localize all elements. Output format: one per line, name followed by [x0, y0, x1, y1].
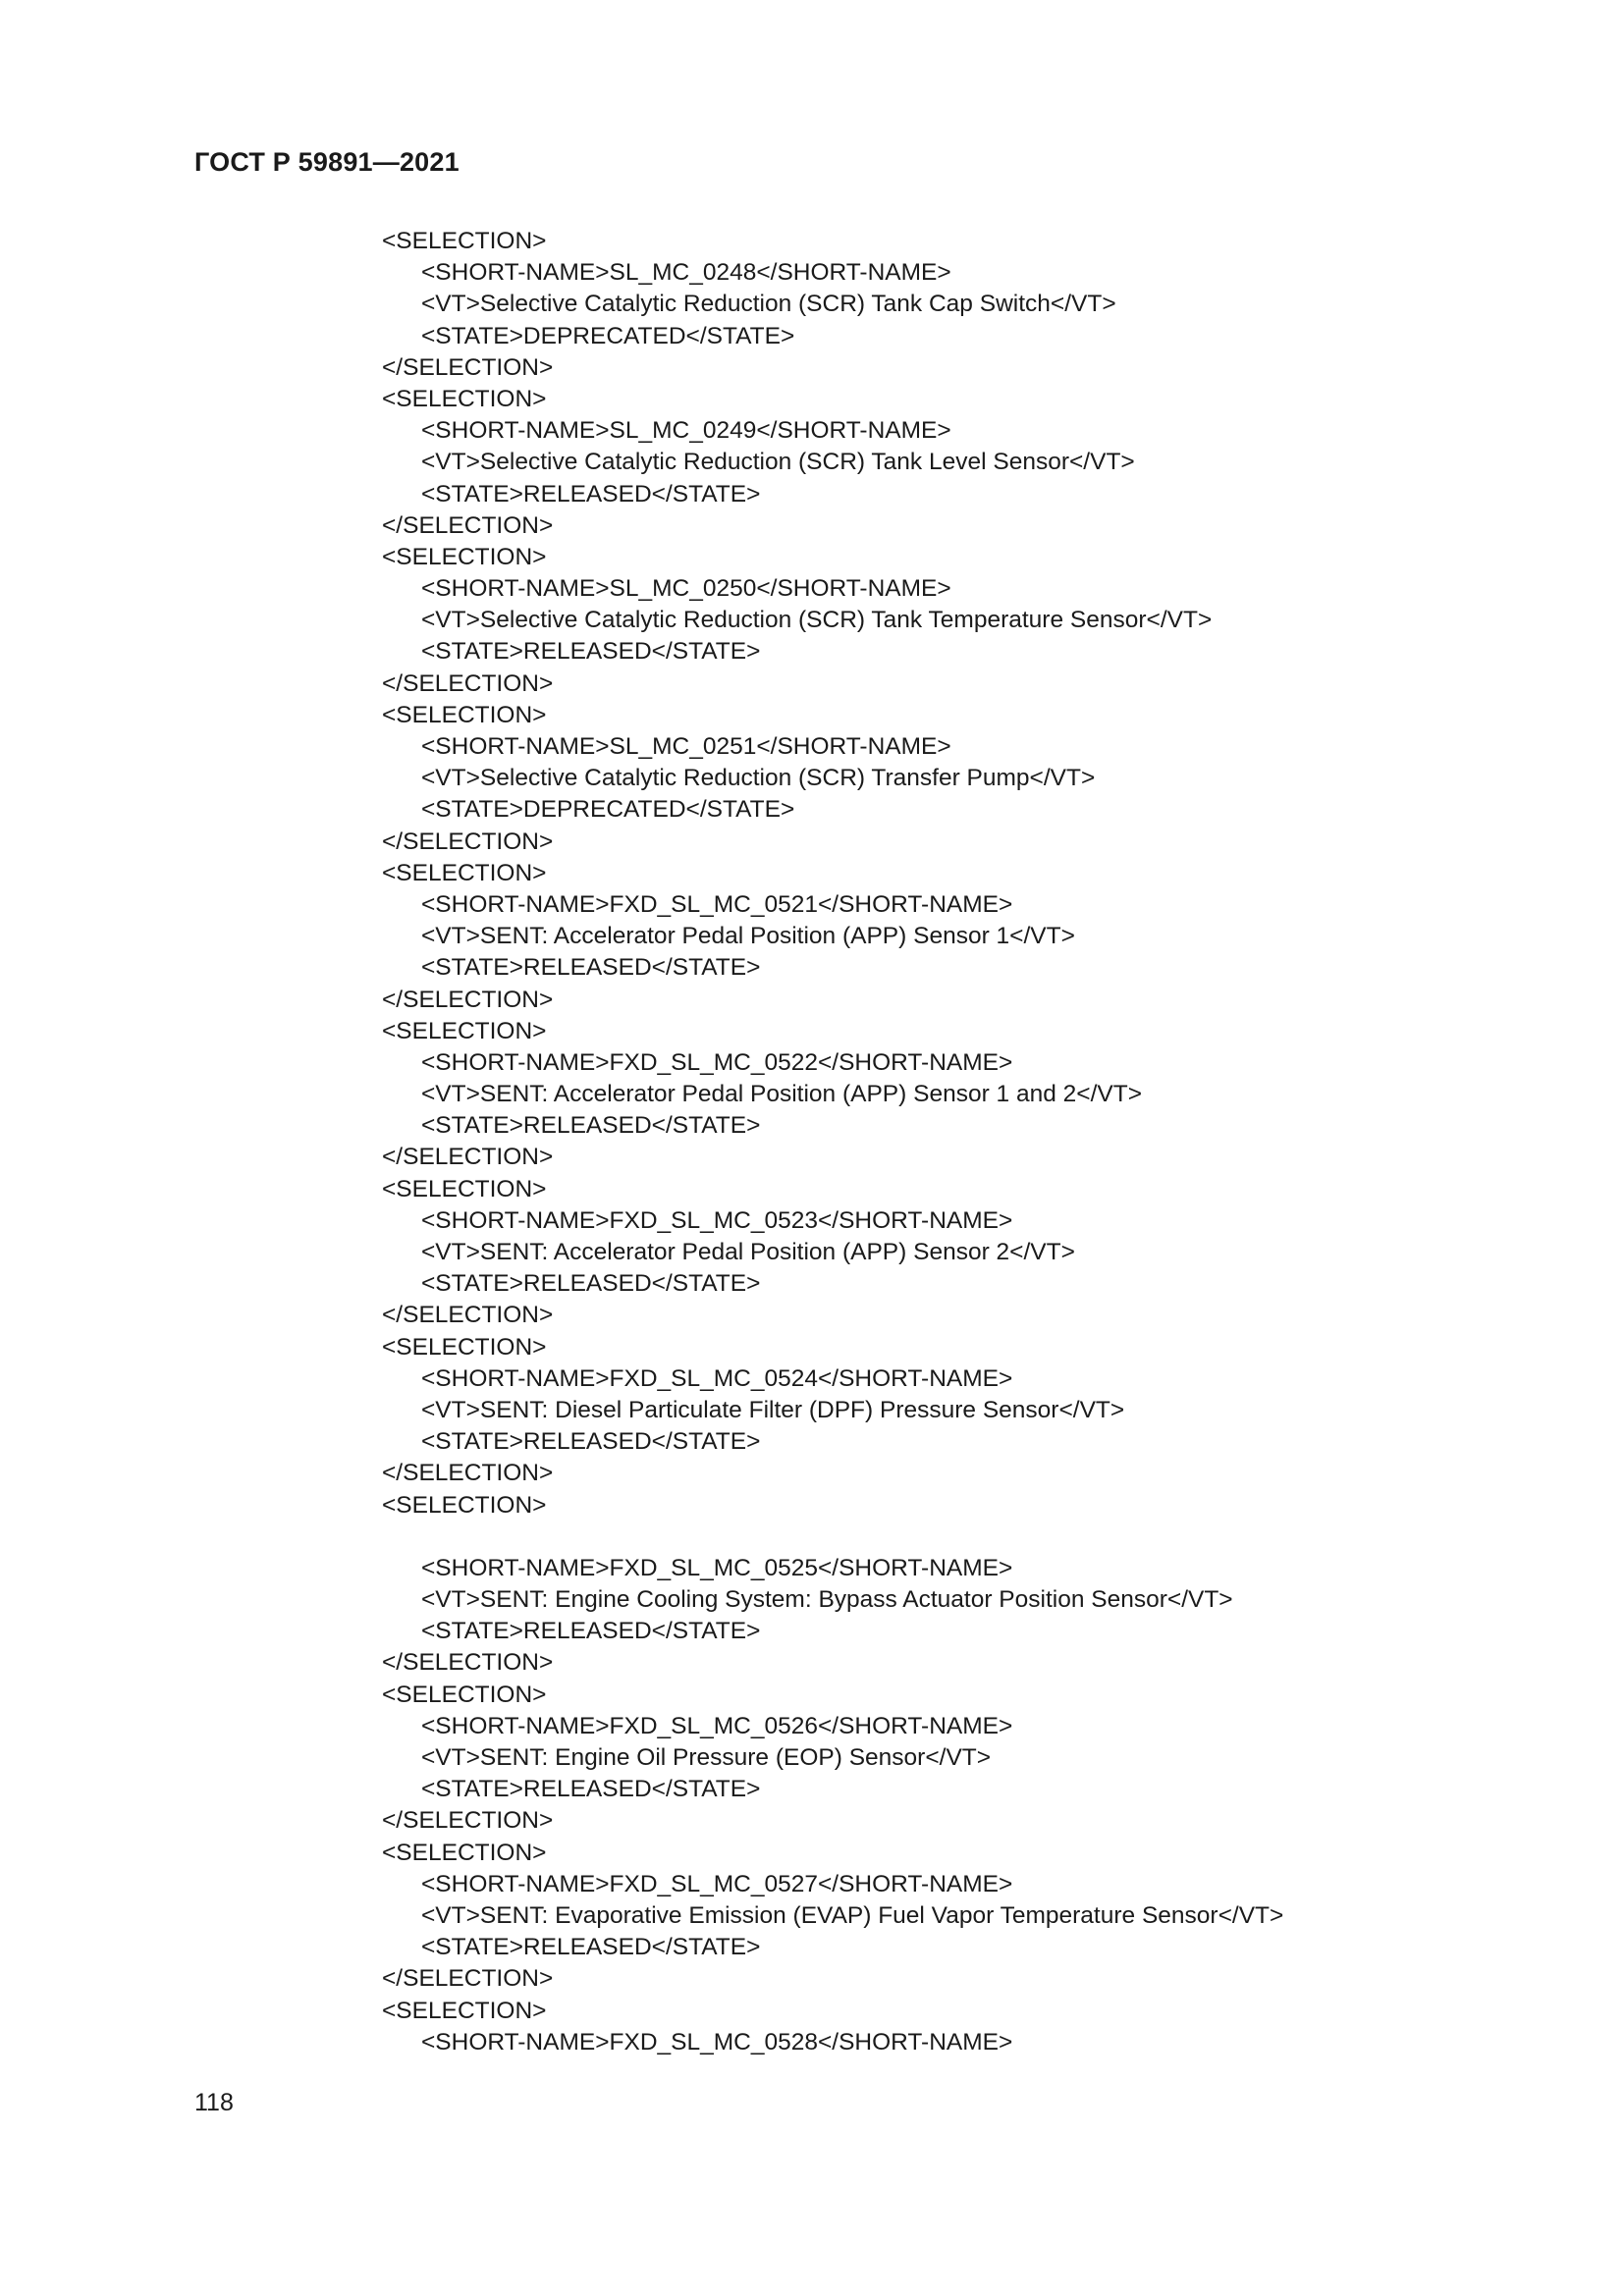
code-line: <VT>SENT: Accelerator Pedal Position (APP) Sensor 1</VT> — [421, 923, 1075, 950]
code-line: <SELECTION> — [382, 1681, 547, 1708]
blank-line — [382, 1522, 1462, 1553]
code-line: <SHORT-NAME>FXD_SL_MC_0528</SHORT-NAME> — [421, 2028, 1013, 2056]
code-line: <SHORT-NAME>FXD_SL_MC_0523</SHORT-NAME> — [421, 1206, 1013, 1234]
code-line: <STATE>RELEASED</STATE> — [421, 1270, 761, 1298]
code-line: <STATE>RELEASED</STATE> — [421, 480, 761, 507]
code-line: <STATE>RELEASED</STATE> — [421, 1776, 761, 1803]
code-line: <SHORT-NAME>FXD_SL_MC_0524</SHORT-NAME> — [421, 1364, 1013, 1392]
code-line: </SELECTION> — [382, 353, 554, 381]
code-line: </SELECTION> — [382, 1807, 554, 1835]
code-line: <STATE>RELEASED</STATE> — [421, 1934, 761, 1961]
code-line: <SELECTION> — [382, 701, 547, 728]
page-number: 118 — [194, 2089, 234, 2116]
code-line: <SHORT-NAME>FXD_SL_MC_0527</SHORT-NAME> — [421, 1870, 1013, 1897]
code-line: <VT>Selective Catalytic Reduction (SCR) Tank Temperature Sensor</VT> — [421, 607, 1213, 634]
code-line: <SHORT-NAME>SL_MC_0251</SHORT-NAME> — [421, 733, 951, 760]
code-line: <SELECTION> — [382, 385, 547, 412]
code-line: </SELECTION> — [382, 511, 554, 539]
code-line: <STATE>DEPRECATED</STATE> — [421, 322, 795, 349]
code-line: <SELECTION> — [382, 1839, 547, 1866]
code-line: <SELECTION> — [382, 859, 547, 886]
code-line: <VT>Selective Catalytic Reduction (SCR) Tank Level Sensor</VT> — [421, 449, 1135, 476]
code-line: <STATE>RELEASED</STATE> — [421, 1428, 761, 1456]
code-line: <SHORT-NAME>SL_MC_0250</SHORT-NAME> — [421, 575, 951, 603]
code-line: <SELECTION> — [382, 1175, 547, 1202]
code-line: </SELECTION> — [382, 1965, 554, 1993]
code-line: </SELECTION> — [382, 986, 554, 1013]
code-line: <SHORT-NAME>FXD_SL_MC_0526</SHORT-NAME> — [421, 1712, 1013, 1739]
code-line: <VT>SENT: Accelerator Pedal Position (APP) Sensor 1 and 2</VT> — [421, 1081, 1143, 1108]
code-line: <VT>SENT: Diesel Particulate Filter (DPF) Pressure Sensor</VT> — [421, 1396, 1125, 1423]
code-line: <SELECTION> — [382, 1997, 547, 2024]
code-line: <STATE>RELEASED</STATE> — [421, 1112, 761, 1140]
code-line: <VT>SENT: Accelerator Pedal Position (APP) Sensor 2</VT> — [421, 1239, 1075, 1265]
code-line: <STATE>DEPRECATED</STATE> — [421, 796, 795, 824]
code-line: <STATE>RELEASED</STATE> — [421, 638, 761, 666]
code-line: </SELECTION> — [382, 669, 554, 697]
code-line: <STATE>RELEASED</STATE> — [421, 1618, 761, 1645]
code-line: <SHORT-NAME>SL_MC_0248</SHORT-NAME> — [421, 259, 951, 287]
code-line: <SHORT-NAME>FXD_SL_MC_0522</SHORT-NAME> — [421, 1048, 1013, 1076]
code-line: <SELECTION> — [382, 228, 547, 254]
code-line: <SHORT-NAME>FXD_SL_MC_0525</SHORT-NAME> — [421, 1554, 1013, 1581]
code-line: </SELECTION> — [382, 828, 554, 855]
xml-code-listing — [382, 226, 1462, 2058]
code-line: <VT>SENT: Engine Cooling System: Bypass Actuator Position Sensor</VT> — [421, 1586, 1233, 1614]
code-line: <VT>Selective Catalytic Reduction (SCR) Transfer Pump</VT> — [421, 765, 1096, 792]
code-line: <VT>SENT: Engine Oil Pressure (EOP) Sensor</VT> — [421, 1744, 992, 1771]
code-line: <SELECTION> — [382, 1017, 547, 1044]
code-line: </SELECTION> — [382, 1460, 554, 1487]
code-line: <SHORT-NAME>FXD_SL_MC_0521</SHORT-NAME> — [421, 890, 1013, 918]
code-line: <VT>SENT: Evaporative Emission (EVAP) Fuel Vapor Temperature Sensor</VT> — [421, 1901, 1284, 1929]
code-line: </SELECTION> — [382, 1144, 554, 1171]
code-line: <SHORT-NAME>SL_MC_0249</SHORT-NAME> — [421, 417, 951, 445]
code-line: <SELECTION> — [382, 1491, 547, 1519]
code-line: <SELECTION> — [382, 543, 547, 570]
code-line: </SELECTION> — [382, 1649, 554, 1677]
code-line: </SELECTION> — [382, 1302, 554, 1329]
code-line: <SELECTION> — [382, 1333, 547, 1361]
document-header: ГОСТ Р 59891—2021 — [194, 147, 460, 177]
code-line: <VT>Selective Catalytic Reduction (SCR) Tank Cap Switch</VT> — [421, 291, 1116, 318]
code-line: <STATE>RELEASED</STATE> — [421, 954, 761, 982]
